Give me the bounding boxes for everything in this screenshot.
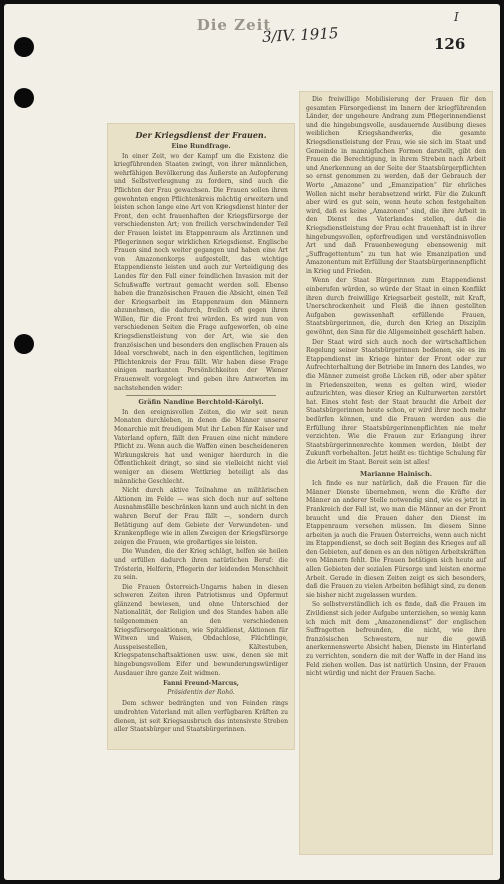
continuation-paragraph: Die freiwillige Mobilisierung der Frauen für den gesamten Fürsorgedienst im Innern der kriegführenden Länder, der ungeheure Andrang zum Pflegerinnendienst und die hingebungsvolle, ausdauernde Ausübung dieses weiblichen Kriegshandwerks, die gesamte Kriegsdienstleistung der Frau, wie sie sich im Staat und Gemeinde in mannigfachen Formen darstellt, gibt den Frauen die Berechtigung, in ihrem Streben nach Arbeit und Anerkennung an der Seite der Staatsbürgerpflichten so ernst genommen zu werden, daß der Gebrauch der Worte „Amazone“ und „Emanzipation“ für ehrliches Wollen nicht mehr herabsetzend wirkt. Für die Zukunft aber wird es gut sein, wenn heute schon festgehalten wird, daß es keine „Amazonen“ sind, die ihre Arbeit in den Dienst des Vaterlandes stellen, daß die Kriegsdienstleistung der Frau echt frauenhaft ist in ihrer hingebungsvollen, opferfreudigen und verständnisvollen Art und daß Frauenbewegung ebensowenig mit „Suffragettentum“ zu tun hat wie Emanzipation und Amazonentum mit Erfüllung der Staatsbürgerinnenpflicht in Krieg und Frieden.: [306, 96, 486, 275]
response-author: Fanni Freund-Marcus,: [163, 680, 239, 688]
right-clipping: [300, 92, 492, 854]
section-divider: [126, 395, 276, 396]
left-clipping: [108, 124, 294, 749]
response-paragraph: Ich finde es nur natürlich, daß die Frauen für die Männer Dienste übernehmen, wenn die Kräfte der Männer an anderer Stelle notwendig sind, wie es jetzt in Frankreich der Fall ist, wo man die Männer an der Front braucht und die Frauen daher den Dienst im Etappenraum versehen müssen. Im diesem Sinne arbeiten ja auch die Frauen Österreichs, wenn auch nicht im Etappendienst, so doch seit Beginn des Krieges auf all den Gebieten, auf denen es an den nötigen Arbeitskräften von Männern fehlt. Die Frauen betätigen sich heute auf allen Gebieten der sozialen Fürsorge und leisten enorme Arbeit. Gerade in diesen Zeiten zeigt es sich besonders, daß die Frauen zu vielen Arbeiten befähigt sind, zu denen sie bisher nicht zugelassen wurden.: [306, 480, 486, 599]
intro-paragraph: In einer Zeit, wo der Kampf um die Existenz die kriegführenden Staaten zwingt, von ihrer männlichen, wehrfähigen Bevölkerung das Äußerste an Aufopferung und Selbstverleugnung zu fordern, sind auch die Pflichten der Frau gewachsen. Die Frauen sollen ihren gewohnten engen Pflichtenkreis mächtig erweitern und leisten schon lange eine Art von Kriegsdienst hinter der Front, den echt frauenhaften der Kriegsfürsorge der verschiedensten Art; von freilich verschwindender Teil der Frauen leistet im Etappenraum als Ärztinnen und Pflegerinnen sogar wirklichen Kriegsdienst. Englische Frauen sind noch weiter gegangen und haben eine Art von Amazonenkorps aufgestellt, das wichtige Etappendienste leisten und auch zur Verteidigung des Landes für den Fall einer feindlichen Invasion mit der Schußwaffe vertraut gemacht werden soll. Ebenso haben die französischen Frauen die Absicht, einen Teil der Kriegsarbeit im Etappenraum den Männern abzunehmen, die dadurch, freilich oft gegen ihren Willen, für die Front frei würden. Es wird nun von verschiedenen Seiten die Frage aufgeworfen, ob eine Kriegsdienstleistung von der Art, wie sie den französischen und besonders den englischen Frauen als Ideal vorschwebt, nach in den eigentlichen, legitimen Pflichtenkreis der Frau fällt. Wir haben diese Frage einigen markanten Persönlichkeiten der Wiener Frauenwelt vorgelegt und geben ihre Antworten im nachstehenden wider:: [114, 152, 288, 392]
punch-hole: [14, 37, 34, 57]
response-author: Gräfin Nandine Berchtold-Károlyi.: [138, 398, 264, 407]
response-author: Marianne Hainisch.: [360, 469, 432, 478]
handwritten-date: 3/IV. 1915: [261, 24, 339, 46]
response-paragraph: Die Wunden, die der Krieg schlägt, helfen sie heilen und erfüllen dadurch ihren natürlichen Beruf: die Trösterin, Helferin, Pflegerin der leidenden Menschheit zu sein.: [114, 548, 288, 582]
response-paragraph: Die Frauen Österreich-Ungarns haben in diesen schweren Zeiten ihren Patriotismus und Opfermut glänzend bewiesen, und ohne Unterschied der Nationalität, der Religion und des Standes haben alle teilgenommen an den verschiedenen Kriegsfürsorgeaktionen, wie Spitaldienst, Aktionen für Witwen und Waisen, Obdachlose, Flüchtlinge, Ausspeisestellen, Kältestuben, Kriegspatenschaftsaktionen usw. usw., denen sie mit hingebungsvollem Eifer und bewunderungswürdiger Ausdauer ihre ganze Zeit widmen.: [114, 583, 288, 677]
punch-hole: [14, 88, 34, 108]
continuation-paragraph: Der Staat wird sich auch noch der wirtschaftlichen Regelung seiner Staatsbürgerinnen bedienen, sie es im Etappendienst im Kriege hinter der Front oder zur Aufrechterhaltung der Betriebe im Innern des Landes, wo die Männer zumeist große Lücken riß, oder aber später in Friedenszeiten, wenn es gelten wird, wieder aufzurichten, was dieser Krieg an Kulturwerten zerstört hat. Eines steht fest: der Staat braucht die Arbeit der Staatsbürgerinnen heute schon, er wird ihrer noch mehr bedürfen können, und die Frauen werden aus die Erfüllung ihrer Staatsbürgerinnenpflichten nie mehr verzichten. Wie die Frauen zur Erlangung ihrer Staatsbürgerinnenrechte kommen werden, bleibt der Zukunft vorbehalten. Jetzt heißt es: tüchtige Schulung für die Arbeit im Staat. Bereit sein ist alles!: [306, 338, 486, 466]
continuation-paragraph: Wenn der Staat Bürgerinnen zum Etappendienst einberufen würden, so würde der Staat in einen Konflikt ihren durch freiwillige Kriegsarbeit gestellt, mit Kraft, Unerschrockenheit und Fleiß die ihnen gestellten Aufgaben gewissenhaft erfüllende Frauen, Staatsbürgerinnen, die, durch den Krieg an Disziplin gewöhnt, den Sinn für die Allgemeinheit geschärft haben.: [306, 277, 486, 337]
article-subtitle: Eine Rundfrage.: [171, 142, 231, 150]
corner-mark: I: [454, 10, 459, 24]
response-author-role: Präsidentin der Rohö.: [167, 688, 235, 696]
newspaper-title: Die Zeit: [196, 16, 272, 34]
response-paragraph: So selbstverständlich ich es finde, daß die Frauen im Zivildienst sich jeder Aufgabe unterziehen, so wenig kann ich mich mit dem „Amazonendienst“ der englischen Suffragetten befreunden, die nicht, wie ihre französischen Schwestern, nur die gewiß anerkennenswerte Absicht haben, Dienste im Hinterland zu verrichten, sondern die mit der Waffe in der Hand ins Feld ziehen wollen. Das ist natürlich Unsinn, der Frauen nicht würdig und nicht der Frauen Sache.: [306, 601, 486, 678]
response-paragraph: In den ereignisvollen Zeiten, die wir seit neun Monaten durchleben, in denen die Männer unserer Monarchie mit freudigem Mut ihr Leben für Kaiser und Vaterland opfern, fällt den Frauen eine nicht mindere Pflicht zu. Wenn auch die Waffen einen bescheideneren Wirkungskreis hat und weniger hierdurch in die Öffentlichkeit dringt, so sind sie vielleicht nicht viel weniger an diesem Wettkrieg beteiligt als das männliche Geschlecht.: [114, 408, 288, 485]
response-paragraph: Nicht durch aktive Teilnahme an militärischen Aktionen im Felde — was sich doch nur auf seltene Ausnahmsfälle beschränken kann und auch nicht in den wahren Beruf der Frau fällt —, sondern durch Betätigung auf dem Gebiete der Verwundeten- und Krankenpflege wie in allen Zweigen der Kriegsfürsorge zeigen die Frauen, wie großartiges sie leisten.: [114, 487, 288, 546]
punch-hole: [14, 334, 34, 354]
right-column: [300, 92, 492, 684]
page-number: 126: [434, 35, 466, 53]
archive-card: [4, 4, 500, 880]
response-paragraph: Dem schwer bedrängten und von Feinden rings umdrohten Vaterland mit allen verfügbaren Kräften zu dienen, ist seit Kriegsausbruch das intensivste Streben aller Staatsbürger und Staatsbürgerinnen.: [114, 700, 288, 734]
left-column: [108, 124, 294, 740]
article-title: Der Kriegsdienst der Frauen.: [135, 130, 267, 140]
